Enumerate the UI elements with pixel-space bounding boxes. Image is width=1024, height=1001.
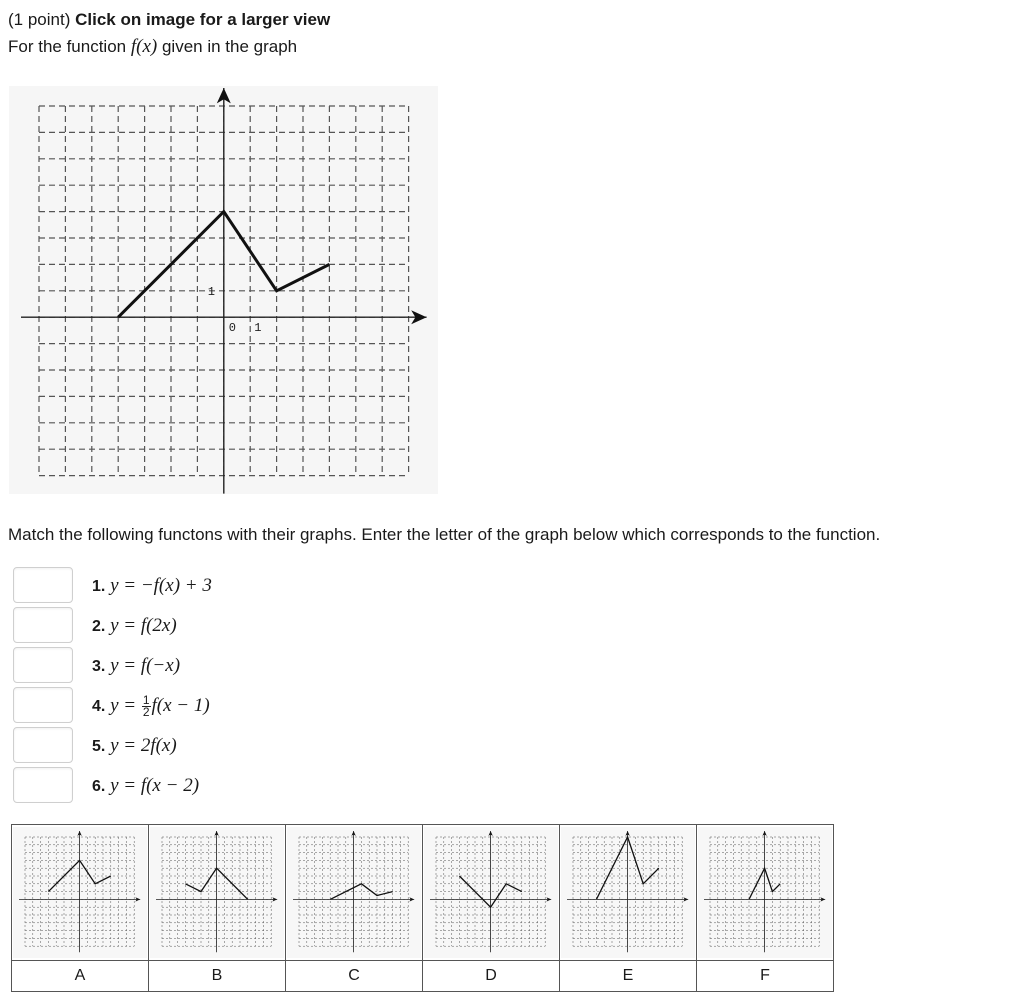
- answer-row: [13, 607, 413, 647]
- function-label-3: [92, 655, 180, 677]
- item-number: 6.: [92, 778, 106, 795]
- item-rhs: 2f(x): [140, 735, 177, 756]
- choice-label-C: C: [286, 961, 423, 992]
- choice-graph-cell-E: [560, 825, 697, 961]
- item-rhs: f(x − 1): [151, 695, 210, 716]
- choice-graphs-row: [12, 825, 834, 961]
- main-graph-y-tick-label: 1: [207, 284, 216, 299]
- function-label-1: [92, 575, 212, 597]
- choice-graph-cell-F: [697, 825, 834, 961]
- item-lhs: y =: [110, 575, 137, 596]
- prompt-function: f(x): [130, 36, 158, 57]
- answer-input-2[interactable]: [13, 607, 73, 643]
- choice-graph-C[interactable]: [287, 827, 421, 958]
- answer-input-1[interactable]: [13, 567, 73, 603]
- choice-labels-row: [12, 961, 834, 992]
- fraction-denominator: 2: [142, 705, 150, 720]
- function-label-6: [92, 775, 199, 797]
- item-number: 4.: [92, 698, 106, 715]
- prompt-prefix: For the function: [8, 37, 127, 56]
- choice-graph-cell-B: [149, 825, 286, 961]
- main-graph-x-tick-label: 1: [254, 321, 262, 336]
- main-function-graph[interactable]: [9, 86, 438, 494]
- answer-row: [13, 767, 413, 807]
- item-number: 3.: [92, 658, 106, 675]
- prompt-suffix: given in the graph: [161, 37, 298, 56]
- choice-graph-cell-D: [423, 825, 560, 961]
- item-lhs: y =: [110, 735, 137, 756]
- question-header: [8, 10, 330, 30]
- choice-graphs-table: [11, 824, 834, 992]
- instructions-text: Match the following functons with their graphs. Enter the letter of the graph below which corresponds to the function.: [8, 525, 881, 544]
- answer-input-6[interactable]: [13, 767, 73, 803]
- item-lhs: y =: [110, 615, 137, 636]
- answer-row: [13, 567, 413, 607]
- function-label-2: [92, 615, 177, 637]
- click-larger-view-text: Click on image for a larger view: [75, 10, 331, 29]
- main-graph-origin-label: 0: [228, 321, 237, 336]
- choice-graph-B[interactable]: [150, 827, 284, 958]
- item-rhs: −f(x) + 3: [140, 575, 212, 596]
- choice-label-B: B: [149, 961, 286, 992]
- choice-label-F: F: [697, 961, 834, 992]
- choice-graph-E[interactable]: [561, 827, 695, 958]
- item-rhs: f(2x): [140, 615, 177, 636]
- function-label-4: [92, 695, 210, 718]
- choice-graph-D[interactable]: [424, 827, 558, 958]
- answer-input-3[interactable]: [13, 647, 73, 683]
- choice-graph-A[interactable]: [13, 827, 147, 958]
- item-lhs: y =: [110, 775, 137, 796]
- fraction-numerator: 1: [142, 693, 150, 708]
- choice-label-A: A: [12, 961, 149, 992]
- item-lhs: y =: [110, 655, 137, 676]
- choice-graph-cell-C: [286, 825, 423, 961]
- choice-graph-F[interactable]: [698, 827, 832, 958]
- item-rhs: f(x − 2): [140, 775, 200, 796]
- item-number: 5.: [92, 738, 106, 755]
- answer-input-5[interactable]: [13, 727, 73, 763]
- choice-label-E: E: [560, 961, 697, 992]
- item-number: 2.: [92, 618, 106, 635]
- fraction: [142, 695, 151, 718]
- function-label-5: [92, 735, 177, 757]
- item-number: 1.: [92, 578, 106, 595]
- answer-row: [13, 727, 413, 767]
- choice-label-D: D: [423, 961, 560, 992]
- answer-input-4[interactable]: [13, 687, 73, 723]
- points-label: (1 point): [8, 10, 71, 29]
- item-lhs: y =: [110, 695, 137, 716]
- question-prompt: [8, 36, 297, 58]
- answer-row: [13, 687, 413, 727]
- item-rhs: f(−x): [140, 655, 181, 676]
- answer-row: [13, 647, 413, 687]
- choice-graph-cell-A: [12, 825, 149, 961]
